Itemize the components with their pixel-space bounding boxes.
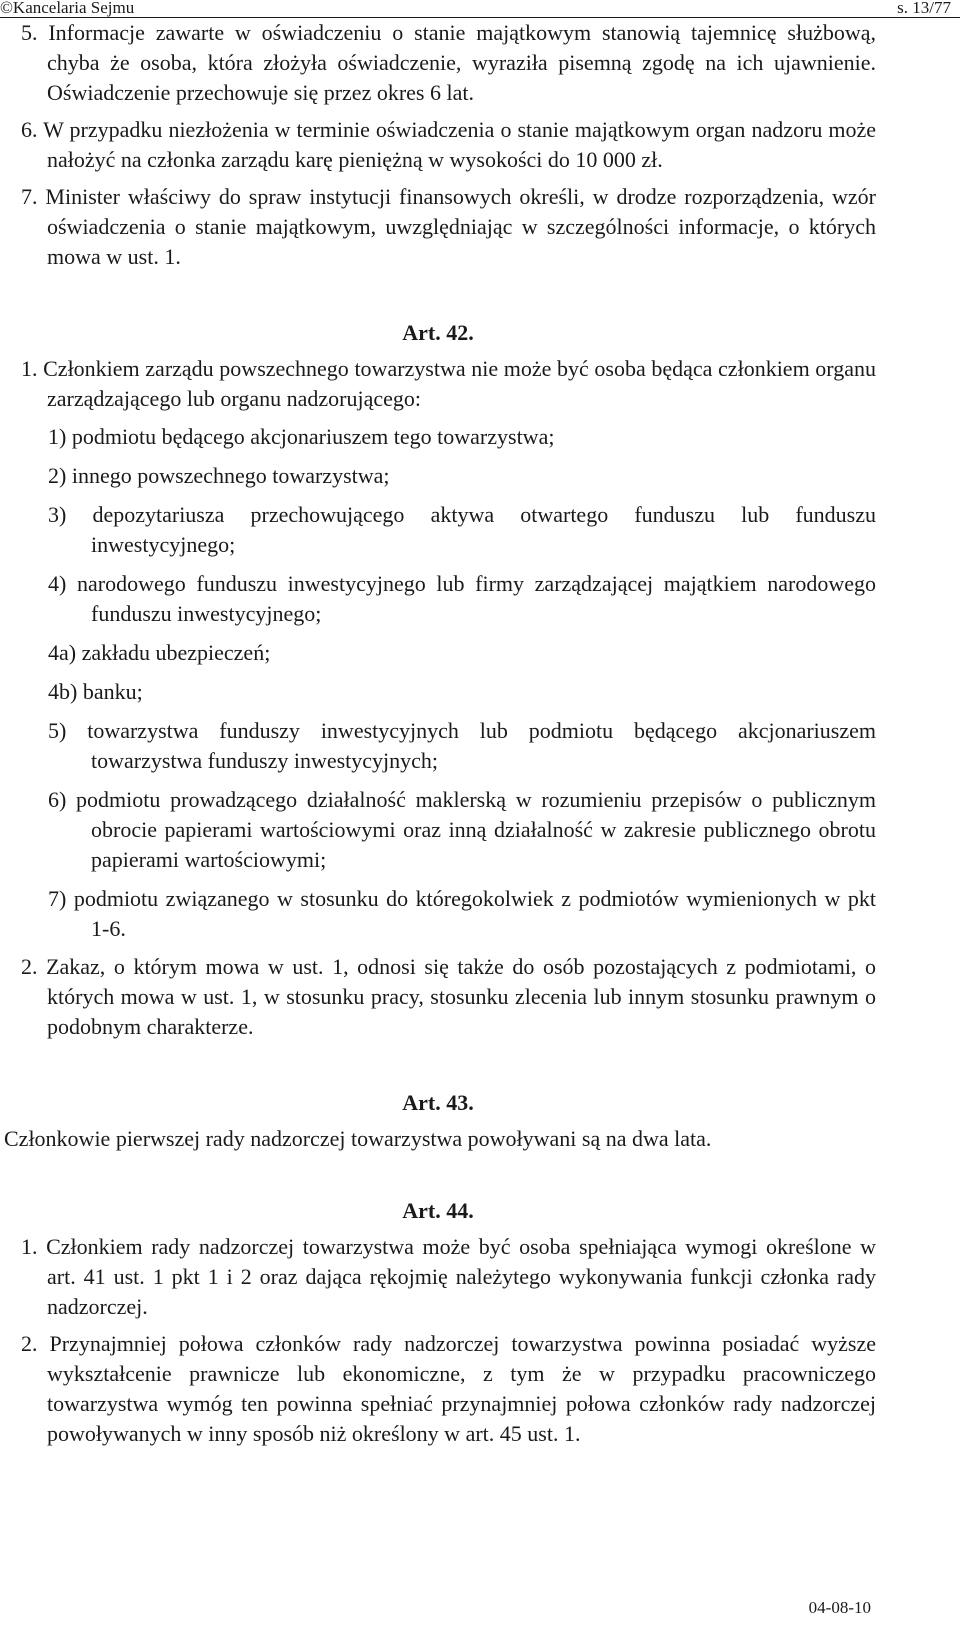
article-42-item-4b: 4b) banku;	[48, 679, 143, 704]
footer-date: 04-08-10	[808, 1598, 871, 1617]
article-44-title: Art. 44.	[402, 1198, 474, 1223]
article-42-item-2: 2) innego powszechnego towarzystwa;	[48, 463, 390, 488]
article-44-paragraph-1: 1. Członkiem rady nadzorczej towarzystwa może być osoba spełniająca wymogi określone w art. 41 ust. 1 pkt 1 i 2 oraz dająca rękojmię należytego wykonywania funkcji członka rady nadzorczej.	[21, 1234, 876, 1319]
document-body	[0, 18, 876, 1449]
article-42-item-3: 3) depozytariusza przechowującego aktywa otwartego funduszu lub funduszu inwestycyjnego;	[48, 502, 876, 557]
article-42-item-4: 4) narodowego funduszu inwestycyjnego lub firmy zarządzającej majątkiem narodowego funduszu inwestycyjnego;	[48, 571, 876, 626]
article-42-title: Art. 42.	[402, 320, 474, 345]
article-42-item-6: 6) podmiotu prowadzącego działalność maklerską w rozumieniu przepisów o publicznym obrocie papierami wartościowymi oraz inną działalność w zakresie publicznego obrotu papierami wartościowymi;	[48, 787, 876, 872]
article-42-intro: 1. Członkiem zarządu powszechnego towarzystwa nie może być osoba będąca członkiem organu zarządzającego lub organu nadzorującego:	[21, 356, 876, 411]
article-42-item-7: 7) podmiotu związanego w stosunku do któregokolwiek z podmiotów wymienionych w pkt 1-6.	[48, 886, 876, 941]
article-42-item-1: 1) podmiotu będącego akcjonariuszem tego towarzystwa;	[48, 424, 555, 449]
article-42-item-5: 5) towarzystwa funduszy inwestycyjnych lub podmiotu będącego akcjonariuszem towarzystwa funduszy inwestycyjnych;	[48, 718, 876, 773]
page-number: s. 13/77	[897, 0, 951, 17]
page-header	[0, 0, 960, 16]
publisher-label: ©Kancelaria Sejmu	[0, 0, 135, 17]
paragraph-6: 6. W przypadku niezłożenia w terminie oświadczenia o stanie majątkowym organ nadzoru może nałożyć na członka zarządu karę pieniężną w wysokości do 10 000 zł.	[21, 117, 876, 172]
paragraph-7: 7. Minister właściwy do spraw instytucji finansowych określi, w drodze rozporządzenia, wzór oświadczenia o stanie majątkowym, uwzględniając w szczególności informacje, o których mowa w ust. 1.	[21, 184, 876, 269]
article-43-text: Członkowie pierwszej rady nadzorczej towarzystwa powoływani są na dwa lata.	[4, 1126, 712, 1151]
article-43-title: Art. 43.	[402, 1090, 474, 1115]
article-42-paragraph-2: 2. Zakaz, o którym mowa w ust. 1, odnosi się także do osób pozostających z podmiotami, o których mowa w ust. 1, w stosunku pracy, stosunku zlecenia lub innym stosunku prawnym o podobnym charakterze.	[21, 954, 876, 1039]
paragraph-5: 5. Informacje zawarte w oświadczeniu o stanie majątkowym stanowią tajemnicę służbową, chyba że osoba, która złożyła oświadczenie, wyraziła pisemną zgodę na ich ujawnienie. Oświadczenie przechowuje się przez okres 6 lat.	[21, 20, 876, 105]
article-42-item-4a: 4a) zakładu ubezpieczeń;	[48, 640, 271, 665]
article-44-paragraph-2: 2. Przynajmniej połowa członków rady nadzorczej towarzystwa powinna posiadać wyższe wykształcenie prawnicze lub ekonomiczne, z tym że w przypadku pracowniczego towarzystwa wymóg ten powinna spełniać przynajmniej połowa członków rady nadzorczej powoływanych w inny sposób niż określony w art. 45 ust. 1.	[21, 1331, 876, 1446]
